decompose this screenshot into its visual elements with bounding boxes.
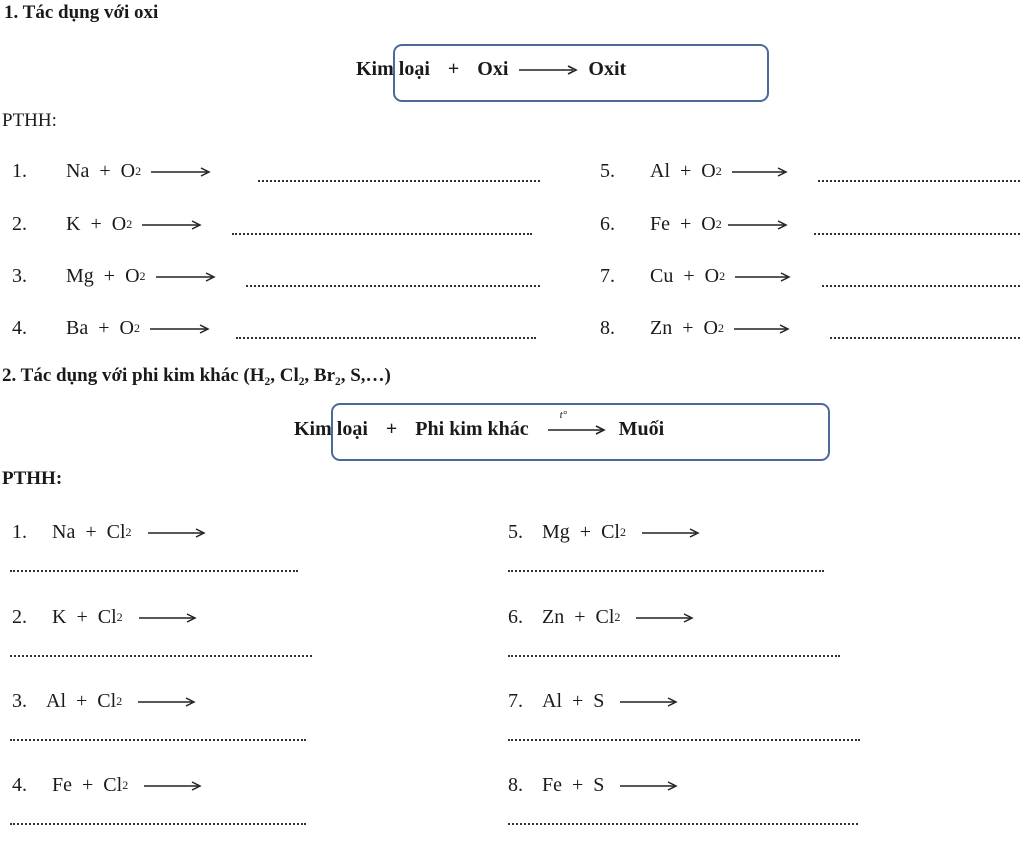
eq-number: 6.: [508, 606, 523, 628]
rule-left: Kim loại: [356, 58, 430, 80]
eq-reagent: O: [704, 265, 720, 287]
arrow-icon: [141, 165, 215, 179]
eq-metal: Cu: [650, 265, 674, 287]
eq-number: 6.: [600, 213, 615, 235]
eq-oxi-3: [12, 265, 220, 288]
eq-number: 2.: [12, 606, 27, 628]
rule-reactant: Phi kim khác: [415, 418, 529, 440]
eq-metal: Al: [46, 690, 66, 712]
eq-subscript: 2: [614, 610, 621, 624]
eq-metal: Na: [66, 160, 90, 182]
arrow-icon: [620, 611, 696, 625]
eq-reagent: O: [125, 265, 140, 287]
eq-reagent: O: [701, 160, 716, 182]
eq-plus: +: [680, 213, 692, 235]
eq-number: 4.: [12, 317, 27, 339]
answer-line[interactable]: [508, 655, 840, 657]
eq-subscript: 2: [715, 217, 722, 231]
eq-plus: +: [574, 606, 586, 628]
eq-number: 5.: [508, 521, 523, 543]
eq-reagent: Cl: [97, 606, 117, 628]
eq-reagent: Cl: [106, 521, 126, 543]
eq-reagent: Cl: [97, 690, 117, 712]
eq-number: 1.: [12, 521, 27, 543]
eq-reagent: Cl: [103, 774, 123, 796]
eq-subscript: 2: [719, 269, 726, 283]
answer-line[interactable]: [508, 570, 824, 572]
rule-condition: t°: [559, 409, 568, 422]
answer-line[interactable]: [10, 739, 306, 741]
eq-number: 8.: [600, 317, 615, 339]
eq-subscript: 2: [619, 525, 626, 539]
eq-oxi-4: [12, 317, 214, 340]
answer-line[interactable]: [508, 823, 858, 825]
eq-number: 3.: [12, 690, 27, 712]
eq-plus: +: [90, 213, 102, 235]
eq-phikim-8: [508, 774, 680, 797]
arrow-icon: [140, 322, 214, 336]
eq-metal: Mg: [66, 265, 94, 287]
eq-reagent: O: [111, 213, 127, 235]
answer-line[interactable]: [830, 337, 1020, 339]
eq-metal: K: [66, 213, 81, 235]
eq-phikim-6: [508, 606, 696, 629]
arrow-icon: [132, 218, 206, 232]
answer-line[interactable]: [10, 570, 298, 572]
eq-plus: +: [683, 265, 695, 287]
eq-subscript: 2: [717, 321, 724, 335]
eq-metal: Al: [650, 160, 670, 182]
arrow-icon: [604, 779, 680, 793]
eq-phikim-3: [12, 690, 198, 713]
eq-reagent: S: [593, 774, 605, 796]
rule-reactant: Oxi: [477, 58, 509, 80]
arrow-icon: [534, 423, 614, 437]
rule-product: Muối: [618, 418, 665, 440]
eq-plus: +: [572, 774, 584, 796]
eq-reagent: Cl: [601, 521, 620, 543]
pthh-label-1: PTHH:: [2, 110, 57, 131]
eq-metal: Fe: [650, 213, 670, 235]
eq-number: 4.: [12, 774, 27, 796]
arrow-icon: [513, 63, 583, 77]
answer-line[interactable]: [232, 233, 532, 235]
arrow-icon: [722, 165, 792, 179]
eq-number: 1.: [12, 160, 27, 182]
arrow-icon: [146, 270, 220, 284]
eq-plus: +: [98, 317, 110, 339]
eq-reagent: S: [593, 690, 605, 712]
eq-plus: +: [99, 160, 111, 182]
eq-number: 8.: [508, 774, 523, 796]
eq-plus: +: [572, 690, 584, 712]
eq-number: 3.: [12, 265, 27, 287]
arrow-icon: [724, 322, 794, 336]
answer-line[interactable]: [258, 180, 540, 182]
answer-line[interactable]: [10, 823, 306, 825]
rule-plus: +: [385, 418, 398, 440]
rule-left: Kim loại: [294, 418, 368, 440]
eq-plus: +: [76, 606, 88, 628]
eq-subscript: 2: [116, 694, 123, 708]
rule-oxi: [356, 58, 626, 81]
arrow-icon: [604, 695, 680, 709]
eq-subscript: 2: [715, 164, 722, 178]
eq-oxi-7: [600, 265, 795, 288]
eq-plus: +: [103, 265, 116, 287]
eq-metal: Fe: [52, 774, 72, 796]
rule-phikim: [294, 409, 665, 441]
pthh-label-2: PTHH:: [2, 468, 63, 489]
eq-oxi-5: [600, 160, 792, 183]
eq-reagent: O: [703, 317, 718, 339]
eq-oxi-1: [12, 160, 215, 183]
answer-line[interactable]: [818, 180, 1020, 182]
answer-line[interactable]: [814, 233, 1020, 235]
arrow-icon: [626, 526, 702, 540]
answer-line[interactable]: [508, 739, 860, 741]
eq-metal: Na: [52, 521, 76, 543]
answer-line[interactable]: [246, 285, 540, 287]
eq-reagent: O: [119, 317, 134, 339]
eq-subscript: 2: [139, 269, 146, 283]
eq-plus: +: [680, 160, 692, 182]
eq-metal: K: [52, 606, 67, 628]
eq-reagent: Cl: [595, 606, 615, 628]
eq-plus: +: [85, 521, 97, 543]
eq-plus: +: [579, 521, 592, 543]
arrow-icon: [122, 695, 198, 709]
eq-phikim-2: [12, 606, 199, 629]
arrow-icon: [722, 218, 792, 232]
arrow-icon: [132, 526, 208, 540]
eq-metal: Al: [542, 690, 562, 712]
eq-oxi-8: [600, 317, 794, 340]
eq-reagent: O: [120, 160, 136, 182]
eq-metal: Zn: [650, 317, 673, 339]
eq-subscript: 2: [126, 217, 133, 231]
eq-metal: Mg: [542, 521, 570, 543]
eq-metal: Fe: [542, 774, 562, 796]
eq-oxi-2: [12, 213, 206, 236]
eq-oxi-6: [600, 213, 792, 236]
eq-metal: Zn: [542, 606, 565, 628]
answer-line[interactable]: [236, 337, 536, 339]
eq-plus: +: [82, 774, 94, 796]
eq-plus: +: [682, 317, 694, 339]
eq-subscript: 2: [125, 525, 132, 539]
arrow-icon: [725, 270, 795, 284]
eq-phikim-1: [12, 521, 208, 544]
eq-number: 2.: [12, 213, 27, 235]
rule-product: Oxit: [588, 58, 627, 80]
section2-heading: 2. Tác dụng với phi kim khác (H₂, Cl₂, Br₂, S,…): [2, 365, 391, 386]
eq-metal: Ba: [66, 317, 89, 339]
eq-phikim-5: [508, 521, 702, 544]
answer-line[interactable]: [10, 655, 312, 657]
arrow-icon: [128, 779, 204, 793]
section1-heading: 1. Tác dụng với oxi: [4, 2, 159, 23]
eq-number: 7.: [600, 265, 615, 287]
eq-subscript: 2: [122, 778, 129, 792]
answer-line[interactable]: [822, 285, 1020, 287]
eq-phikim-4: [12, 774, 204, 797]
eq-phikim-7: [508, 690, 680, 713]
eq-number: 5.: [600, 160, 615, 182]
eq-subscript: 2: [116, 610, 123, 624]
rule-plus: +: [447, 58, 460, 80]
eq-number: 7.: [508, 690, 523, 712]
arrow-icon: [123, 611, 199, 625]
eq-subscript: 2: [133, 321, 140, 335]
eq-subscript: 2: [135, 164, 142, 178]
eq-reagent: O: [701, 213, 716, 235]
eq-plus: +: [76, 690, 88, 712]
